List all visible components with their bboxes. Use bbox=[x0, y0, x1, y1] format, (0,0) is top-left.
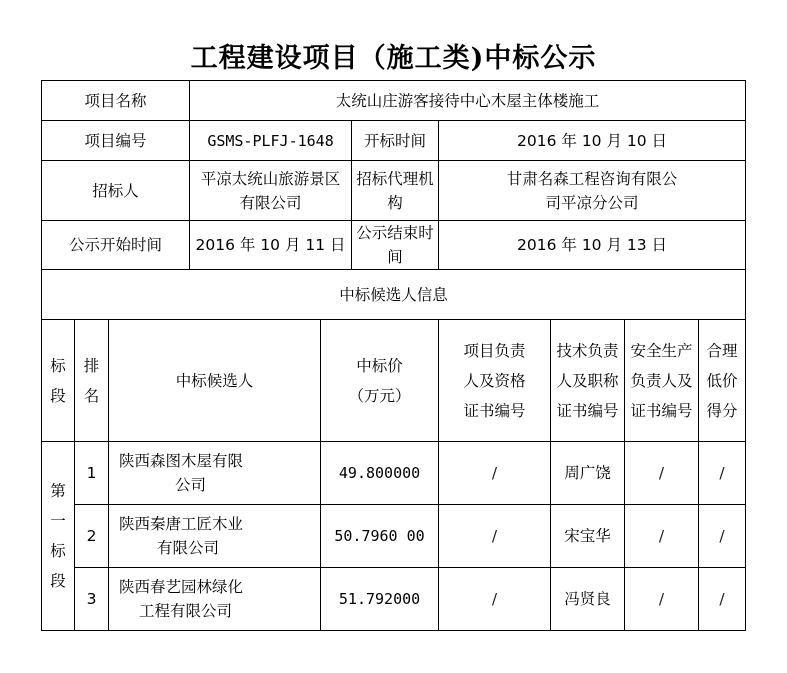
header-text: 中标价 bbox=[356, 356, 403, 375]
section-char: 一 bbox=[50, 512, 66, 530]
project-no-value: GSMS-PLFJ-1648 bbox=[190, 121, 352, 161]
safety-cell: / bbox=[625, 568, 699, 631]
candidate-line: 有限公司 bbox=[157, 539, 220, 557]
pub-start-value: 2016 年 10 月 11 日 bbox=[190, 221, 352, 270]
header-text: 名 bbox=[83, 386, 100, 405]
agency-line: 甘肃名森工程咨询有限公 bbox=[506, 169, 678, 188]
header-text: 负责人及 bbox=[630, 371, 693, 390]
project-no-label: 项目编号 bbox=[42, 121, 190, 161]
header-text: （万元） bbox=[348, 386, 411, 405]
header-text: 人及资格 bbox=[463, 371, 526, 390]
project-name-label: 项目名称 bbox=[42, 81, 190, 121]
header-text: 标 bbox=[50, 356, 66, 375]
tech-cell: 冯贤良 bbox=[551, 568, 625, 631]
candidate-line: 公司 bbox=[175, 476, 207, 494]
header-text: 人及职称 bbox=[556, 371, 619, 390]
pm-cell: / bbox=[439, 505, 551, 568]
header-text: 安全生产 bbox=[630, 341, 693, 360]
page-title: 工程建设项目（施工类)中标公示 bbox=[190, 43, 597, 74]
rank-cell: 1 bbox=[75, 442, 109, 505]
pub-end-label: 公示结束时间 bbox=[352, 221, 439, 270]
tech-cell: 宋宝华 bbox=[551, 505, 625, 568]
candidate-cell bbox=[109, 442, 321, 505]
candidates-header-row bbox=[42, 320, 746, 442]
score-cell: / bbox=[699, 505, 746, 568]
header-text: 证书编号 bbox=[463, 401, 526, 420]
header-text: 排 bbox=[83, 356, 100, 375]
pm-cell: / bbox=[439, 568, 551, 631]
candidate-line: 陕西春艺园林绿化 bbox=[119, 578, 244, 596]
project-name-row bbox=[42, 81, 746, 121]
candidates-section-row bbox=[42, 270, 746, 320]
agency-label: 招标代理机构 bbox=[352, 161, 439, 221]
header-text: 低价 bbox=[706, 371, 738, 390]
section-char: 标 bbox=[50, 542, 66, 560]
tenderer-value bbox=[190, 161, 352, 221]
header-candidate: 中标候选人 bbox=[109, 320, 321, 442]
candidate-line: 工程有限公司 bbox=[139, 602, 233, 620]
header-text: 段 bbox=[50, 386, 66, 405]
publication-row bbox=[42, 221, 746, 270]
header-score bbox=[699, 320, 746, 442]
rank-cell: 3 bbox=[75, 568, 109, 631]
bid-announcement-table bbox=[41, 80, 746, 631]
score-cell: / bbox=[699, 568, 746, 631]
project-no-row bbox=[42, 121, 746, 161]
safety-cell: / bbox=[625, 505, 699, 568]
pub-end-value: 2016 年 10 月 13 日 bbox=[439, 221, 746, 270]
candidate-cell bbox=[109, 568, 321, 631]
open-time-value: 2016 年 10 月 10 日 bbox=[439, 121, 746, 161]
table-row bbox=[42, 505, 746, 568]
pub-start-label: 公示开始时间 bbox=[42, 221, 190, 270]
project-name-value: 太统山庄游客接待中心木屋主体楼施工 bbox=[190, 81, 746, 121]
candidate-cell bbox=[109, 505, 321, 568]
table-row bbox=[42, 568, 746, 631]
agency-line: 司平凉分公司 bbox=[545, 193, 639, 212]
header-text: 证书编号 bbox=[556, 401, 619, 420]
price-cell: 51.792000 bbox=[321, 568, 439, 631]
tech-cell: 周广饶 bbox=[551, 442, 625, 505]
agency-value bbox=[439, 161, 746, 221]
pm-cell: / bbox=[439, 442, 551, 505]
safety-cell: / bbox=[625, 442, 699, 505]
candidate-line: 陕西秦唐工匠木业 bbox=[119, 515, 244, 533]
header-price bbox=[321, 320, 439, 442]
price-cell: 50.7960 00 bbox=[321, 505, 439, 568]
header-safety bbox=[625, 320, 699, 442]
header-tech bbox=[551, 320, 625, 442]
tenderer-label: 招标人 bbox=[42, 161, 190, 221]
header-pm bbox=[439, 320, 551, 442]
header-text: 合理 bbox=[706, 341, 738, 360]
header-rank bbox=[75, 320, 109, 442]
candidates-section-label: 中标候选人信息 bbox=[42, 270, 746, 320]
open-time-label: 开标时间 bbox=[352, 121, 439, 161]
tenderer-line: 平凉太统山旅游景区 bbox=[200, 169, 341, 188]
section-name bbox=[42, 442, 75, 631]
header-text: 证书编号 bbox=[630, 401, 693, 420]
tenderer-line: 有限公司 bbox=[239, 193, 302, 212]
candidate-line: 陕西森图木屋有限 bbox=[119, 452, 244, 470]
score-cell: / bbox=[699, 442, 746, 505]
header-section bbox=[42, 320, 75, 442]
header-text: 项目负责 bbox=[463, 341, 526, 360]
price-cell: 49.800000 bbox=[321, 442, 439, 505]
header-text: 得分 bbox=[706, 401, 738, 420]
header-text: 技术负责 bbox=[556, 341, 619, 360]
section-char: 段 bbox=[50, 572, 66, 590]
table-row bbox=[42, 442, 746, 505]
tenderer-row bbox=[42, 161, 746, 221]
section-char: 第 bbox=[50, 482, 66, 500]
rank-cell: 2 bbox=[75, 505, 109, 568]
